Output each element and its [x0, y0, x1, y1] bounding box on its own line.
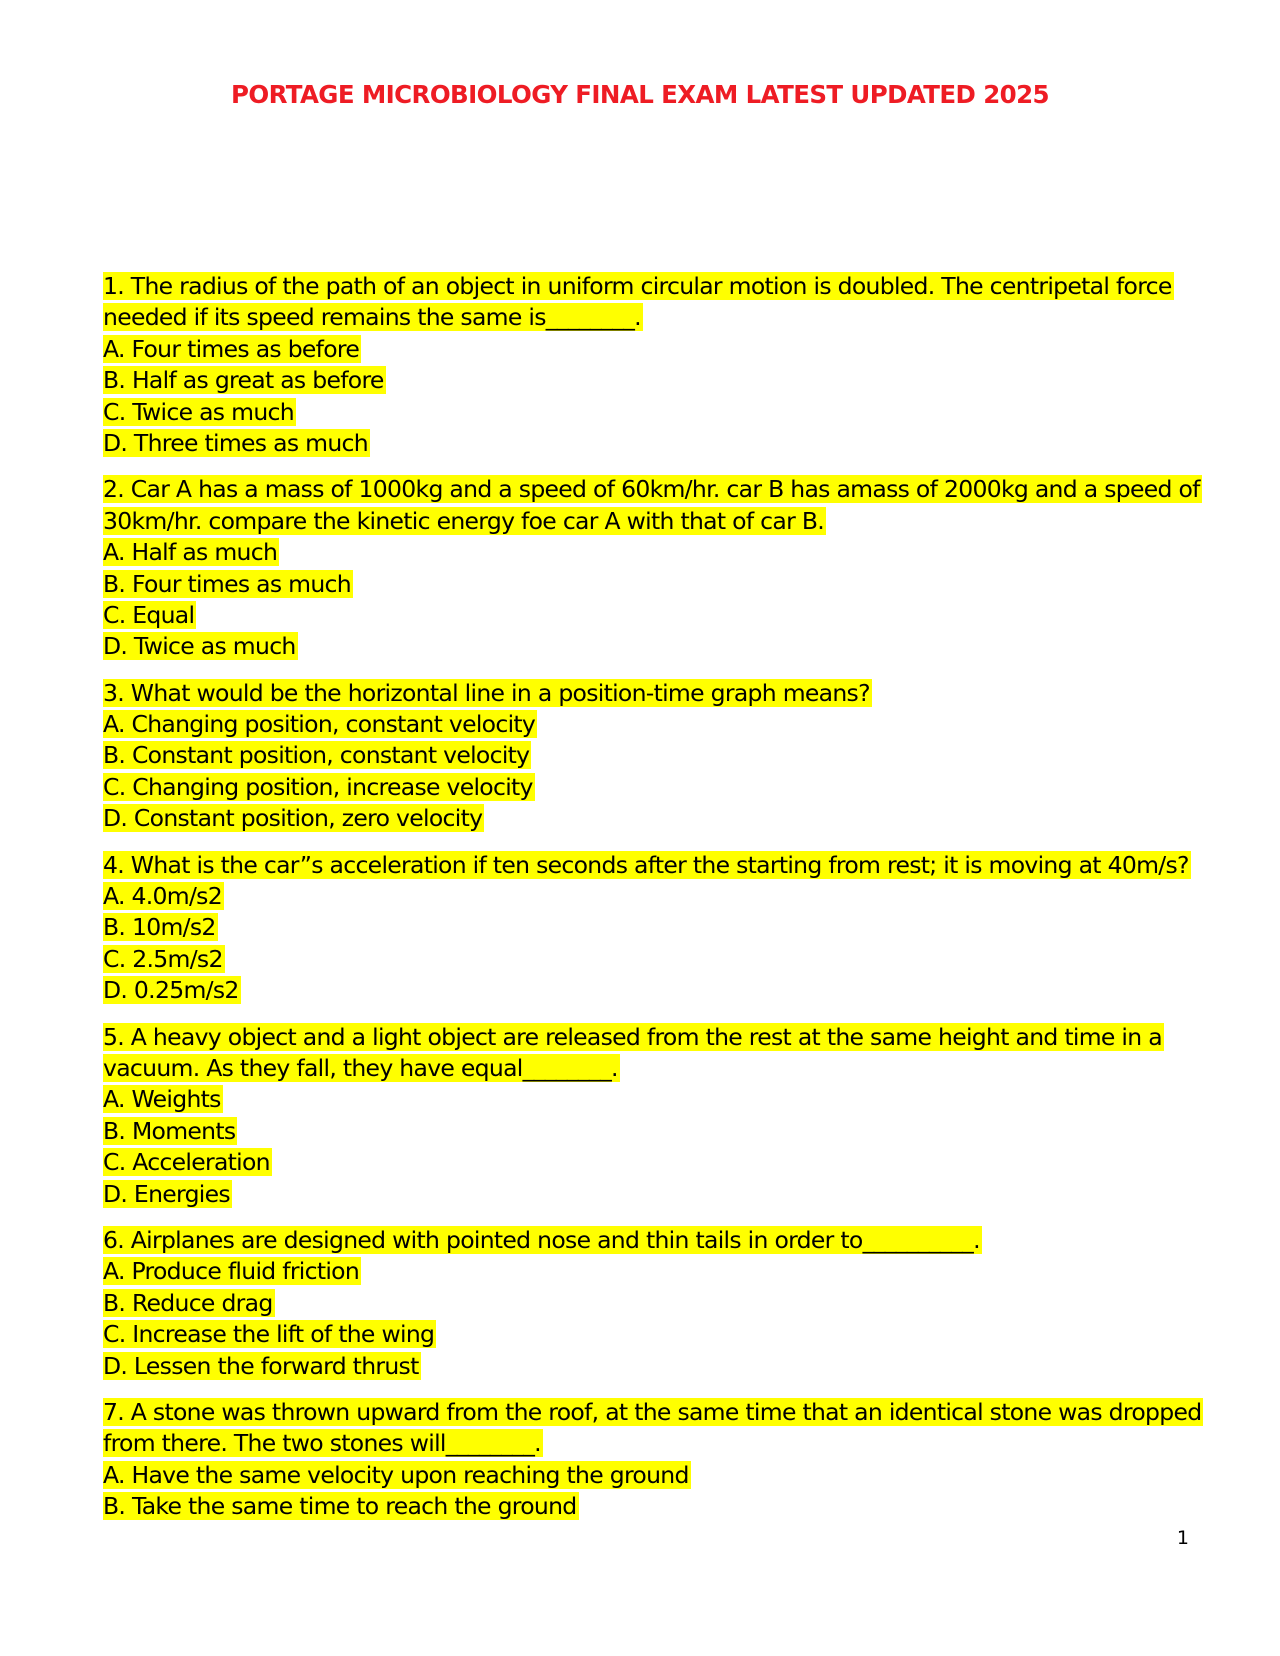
question-text: 6. Airplanes are designed with pointed nose and thin tails in order to__________.: [103, 1225, 980, 1254]
answer-option-d: [103, 803, 1213, 834]
answer-option-c: [103, 772, 1213, 803]
question-stem-line: [103, 850, 1213, 881]
answer-option-b: [103, 365, 1213, 396]
question-text: from there. The two stones will________.: [103, 1429, 541, 1458]
option-text: A. Produce fluid friction: [103, 1257, 360, 1286]
option-text: B. Moments: [103, 1116, 236, 1145]
question-text: 7. A stone was thrown upward from the roof, at the same time that an identical stone was dropped: [103, 1397, 1202, 1426]
question-stem-line: [103, 1022, 1213, 1053]
question-stem-line: [103, 1428, 1213, 1459]
option-text: A. 4.0m/s2: [103, 882, 222, 911]
question-4: [103, 850, 1213, 1007]
question-stem-line: [103, 302, 1213, 333]
question-stem-line: [103, 271, 1213, 302]
question-6: [103, 1225, 1213, 1382]
question-5: [103, 1022, 1213, 1210]
option-text: C. Changing position, increase velocity: [103, 772, 533, 801]
answer-option-d: [103, 1179, 1213, 1210]
answer-option-d: [103, 428, 1213, 459]
option-text: D. Lessen the forward thrust: [103, 1351, 419, 1380]
answer-option-c: [103, 397, 1213, 428]
question-text: 5. A heavy object and a light object are released from the rest at the same height and time in a: [103, 1022, 1162, 1051]
question-1: [103, 271, 1213, 459]
question-7: [103, 1397, 1213, 1523]
answer-option-b: [103, 1288, 1213, 1319]
answer-option-a: [103, 1256, 1213, 1287]
answer-option-a: [103, 1460, 1213, 1491]
option-text: B. Half as great as before: [103, 366, 384, 395]
option-text: B. Reduce drag: [103, 1288, 273, 1317]
answer-option-a: [103, 334, 1213, 365]
answer-option-d: [103, 975, 1213, 1006]
option-text: A. Weights: [103, 1085, 221, 1114]
answer-option-d: [103, 631, 1213, 662]
answer-option-c: [103, 1147, 1213, 1178]
question-stem-line: [103, 474, 1213, 505]
question-stem-line: [103, 1397, 1213, 1428]
option-text: C. Acceleration: [103, 1148, 270, 1177]
question-list: [103, 271, 1213, 1537]
option-text: B. Take the same time to reach the ground: [103, 1492, 577, 1521]
question-text: 4. What is the car”s acceleration if ten seconds after the starting from rest; it is moving at 40m/s?: [103, 850, 1189, 879]
option-text: B. 10m/s2: [103, 913, 216, 942]
option-text: D. Energies: [103, 1179, 230, 1208]
answer-option-a: [103, 1084, 1213, 1115]
option-text: C. 2.5m/s2: [103, 944, 223, 973]
question-text: 2. Car A has a mass of 1000kg and a speed of 60km/hr. car B has amass of 2000kg and a speed of: [103, 475, 1200, 504]
answer-option-c: [103, 600, 1213, 631]
option-text: B. Constant position, constant velocity: [103, 741, 530, 770]
question-text: 30km/hr. compare the kinetic energy foe car A with that of car B.: [103, 506, 825, 535]
answer-option-b: [103, 569, 1213, 600]
option-text: A. Four times as before: [103, 334, 360, 363]
option-text: A. Changing position, constant velocity: [103, 710, 536, 739]
option-text: C. Increase the lift of the wing: [103, 1320, 435, 1349]
option-text: D. 0.25m/s2: [103, 976, 239, 1005]
question-stem-line: [103, 506, 1213, 537]
question-text: needed if its speed remains the same is________.: [103, 303, 641, 332]
question-stem-line: [103, 1053, 1213, 1084]
answer-option-a: [103, 881, 1213, 912]
option-text: B. Four times as much: [103, 569, 351, 598]
answer-option-b: [103, 740, 1213, 771]
answer-option-c: [103, 1319, 1213, 1350]
answer-option-a: [103, 709, 1213, 740]
question-stem-line: [103, 678, 1213, 709]
answer-option-b: [103, 912, 1213, 943]
option-text: D. Constant position, zero velocity: [103, 804, 483, 833]
option-text: C. Equal: [103, 600, 195, 629]
page-title: PORTAGE MICROBIOLOGY FINAL EXAM LATEST UPDATED 2025: [230, 80, 1049, 109]
question-2: [103, 474, 1213, 662]
question-text: vacuum. As they fall, they have equal________.: [103, 1053, 618, 1082]
option-text: C. Twice as much: [103, 397, 294, 426]
option-text: A. Have the same velocity upon reaching the ground: [103, 1460, 689, 1489]
page-number: 1: [1176, 1527, 1189, 1549]
answer-option-b: [103, 1491, 1213, 1522]
answer-option-d: [103, 1351, 1213, 1382]
question-stem-line: [103, 1225, 1213, 1256]
answer-option-b: [103, 1116, 1213, 1147]
answer-option-c: [103, 944, 1213, 975]
answer-option-a: [103, 537, 1213, 568]
option-text: D. Three times as much: [103, 428, 368, 457]
question-3: [103, 678, 1213, 835]
option-text: D. Twice as much: [103, 632, 296, 661]
question-text: 3. What would be the horizontal line in a position-time graph means?: [103, 678, 870, 707]
question-text: 1. The radius of the path of an object in uniform circular motion is doubled. The centripetal force: [103, 272, 1172, 300]
option-text: A. Half as much: [103, 538, 278, 567]
